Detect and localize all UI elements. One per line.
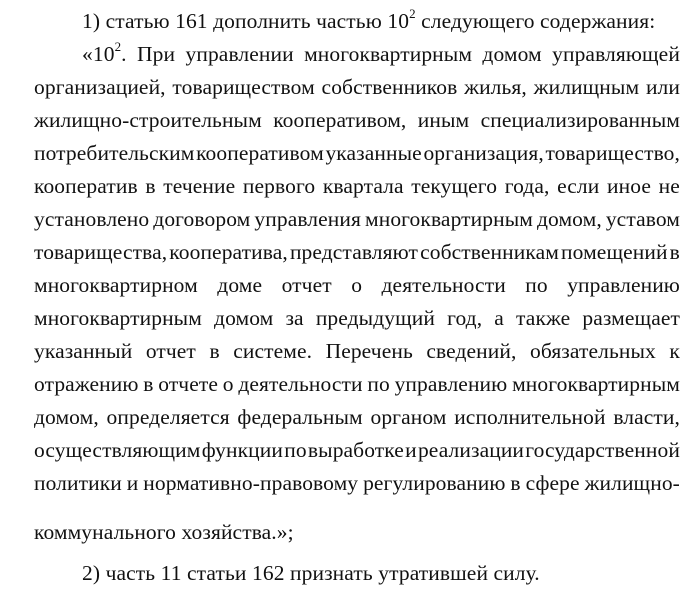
paragraph-line bbox=[34, 371, 680, 397]
paragraph-line bbox=[34, 437, 680, 463]
item-1-text: 1) статью 161 дополнить частью 10 bbox=[82, 9, 410, 33]
paragraph-line bbox=[34, 470, 680, 496]
word: обязательных bbox=[529, 339, 656, 363]
word: указанные bbox=[325, 141, 422, 165]
paragraph-line bbox=[34, 305, 680, 331]
word: осуществляющим bbox=[34, 438, 201, 462]
word: иное bbox=[607, 174, 651, 198]
word: функции bbox=[201, 438, 284, 462]
word: года, bbox=[504, 174, 550, 198]
word: указанный bbox=[34, 339, 133, 363]
word: многоквартирным bbox=[365, 207, 533, 231]
word: системе. bbox=[233, 339, 313, 363]
word: реализации bbox=[417, 438, 525, 462]
word: по bbox=[284, 438, 307, 462]
word: управлении bbox=[185, 42, 294, 66]
item-1-intro bbox=[82, 5, 656, 34]
paragraph-line bbox=[34, 239, 680, 265]
word: о bbox=[222, 372, 234, 396]
paragraph-last-line: коммунального хозяйства.»; bbox=[34, 520, 294, 544]
word: деятельности bbox=[381, 273, 506, 297]
word: представляют bbox=[289, 240, 418, 264]
word: течение bbox=[163, 174, 236, 198]
word: федеральным bbox=[237, 405, 363, 429]
paragraph-line bbox=[34, 173, 680, 199]
word: кооператива, bbox=[169, 240, 288, 264]
word: политики bbox=[34, 471, 122, 495]
word: жилищно- bbox=[584, 471, 680, 495]
paragraph-line bbox=[34, 206, 680, 232]
word: выработке bbox=[307, 438, 404, 462]
word: по bbox=[367, 372, 390, 396]
paragraph-line bbox=[34, 74, 680, 100]
word: в bbox=[510, 471, 521, 495]
word: организация, bbox=[423, 141, 544, 165]
word: сфере bbox=[525, 471, 580, 495]
word: или bbox=[645, 75, 680, 99]
word: если bbox=[557, 174, 600, 198]
word: управлению bbox=[394, 372, 508, 396]
word: и bbox=[405, 438, 417, 462]
word: многоквартирном bbox=[34, 273, 198, 297]
paragraph-line bbox=[34, 338, 680, 364]
word: уставом bbox=[605, 207, 680, 231]
word: в bbox=[143, 372, 154, 396]
word: Перечень bbox=[325, 339, 413, 363]
word: собственникам bbox=[420, 240, 559, 264]
paragraph-number: «$10^2$. bbox=[82, 38, 127, 66]
word: нормативно-правовому bbox=[143, 471, 359, 495]
word: к bbox=[669, 339, 680, 363]
word: собственников bbox=[321, 75, 458, 99]
word: кооператив bbox=[34, 174, 138, 198]
word: размещает bbox=[582, 306, 680, 330]
word: в bbox=[209, 339, 220, 363]
word: за bbox=[285, 306, 304, 330]
word: иным bbox=[417, 108, 470, 132]
word: первого bbox=[242, 174, 316, 198]
word: регулированию bbox=[363, 471, 506, 495]
word: кооперативом, bbox=[273, 108, 407, 132]
item-2: 2) часть 11 статьи 162 признать утратившей силу. bbox=[82, 561, 540, 585]
word: При bbox=[137, 42, 176, 66]
word: организацией, bbox=[34, 75, 166, 99]
word: не bbox=[658, 174, 680, 198]
word: государственной bbox=[525, 438, 680, 462]
word: многоквартирным bbox=[512, 372, 680, 396]
word: жилищно-строительным bbox=[34, 108, 262, 132]
word: домом bbox=[482, 42, 542, 66]
paragraph-line bbox=[34, 107, 680, 133]
word: год, bbox=[447, 306, 483, 330]
word: домом, bbox=[34, 405, 99, 429]
word: специализированным bbox=[480, 108, 680, 132]
word: многоквартирным bbox=[34, 306, 202, 330]
word: многоквартирным bbox=[304, 42, 473, 66]
word: отчет bbox=[281, 273, 332, 297]
item-1-superscript: 2 bbox=[409, 5, 416, 21]
word: товарищества, bbox=[34, 240, 168, 264]
paragraph-line bbox=[34, 272, 680, 298]
paragraph-line bbox=[34, 140, 680, 166]
word: определяется bbox=[106, 405, 230, 429]
word: также bbox=[516, 306, 571, 330]
word: деятельности bbox=[238, 372, 363, 396]
word: сведений, bbox=[426, 339, 517, 363]
word: в bbox=[669, 240, 680, 264]
word: отчете bbox=[158, 372, 219, 396]
word: власти, bbox=[613, 405, 680, 429]
word: потребительским bbox=[34, 141, 195, 165]
word: предыдущий bbox=[315, 306, 435, 330]
word: жилья, bbox=[464, 75, 527, 99]
word: отчет bbox=[145, 339, 196, 363]
paragraph-first-line bbox=[82, 38, 680, 67]
word: управлению bbox=[567, 273, 680, 297]
word: отражению bbox=[34, 372, 139, 396]
word: установлено bbox=[34, 207, 150, 231]
word: по bbox=[525, 273, 548, 297]
word: и bbox=[126, 471, 139, 495]
paragraph-line bbox=[34, 404, 680, 430]
word: квартала bbox=[322, 174, 404, 198]
word: кооперативом bbox=[196, 141, 324, 165]
word: товариществом bbox=[172, 75, 315, 99]
word: жилищным bbox=[533, 75, 640, 99]
word: домом, bbox=[536, 207, 602, 231]
word: а bbox=[494, 306, 504, 330]
word: о bbox=[351, 273, 363, 297]
word: управления bbox=[254, 207, 361, 231]
word: доме bbox=[217, 273, 263, 297]
word: товарищество, bbox=[545, 141, 680, 165]
word: исполнительной bbox=[454, 405, 606, 429]
word: договором bbox=[153, 207, 251, 231]
word: органом bbox=[370, 405, 447, 429]
item-1-text-tail: следующего содержания: bbox=[415, 9, 656, 33]
word: управляющей bbox=[552, 42, 680, 66]
word: текущего bbox=[411, 174, 498, 198]
word: помещений bbox=[561, 240, 668, 264]
word: в bbox=[145, 174, 156, 198]
word: домом bbox=[214, 306, 274, 330]
